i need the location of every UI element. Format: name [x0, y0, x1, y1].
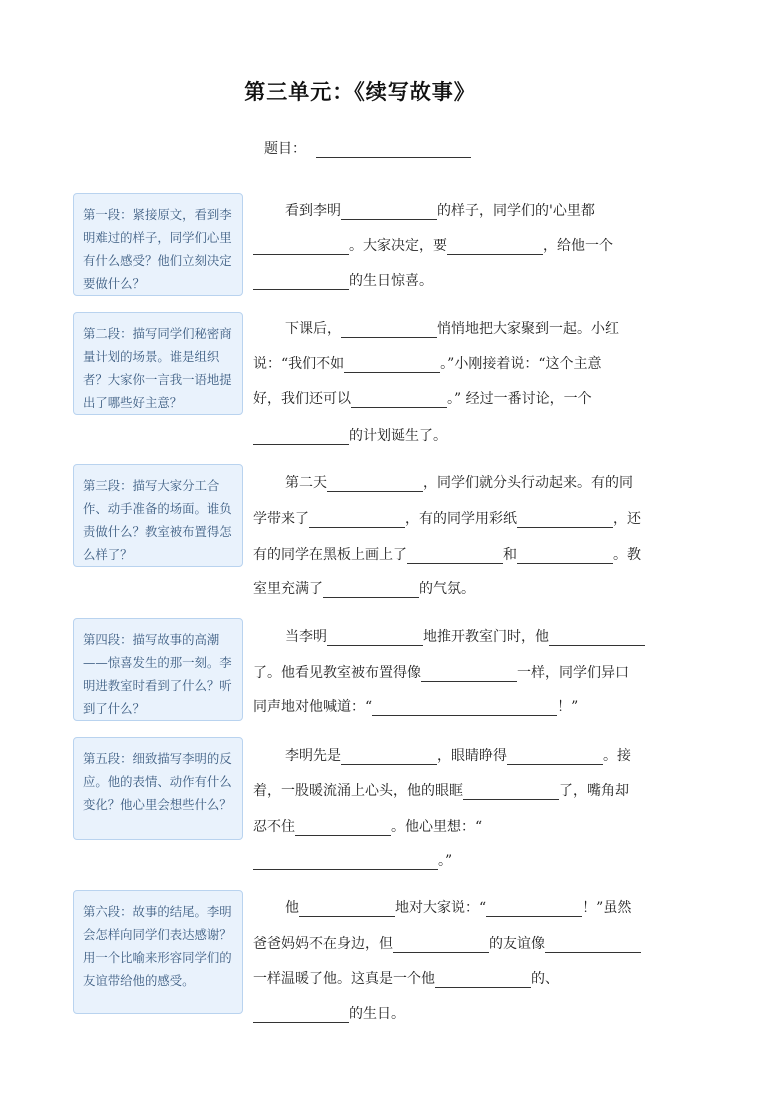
- prompt-box-5: 第五段：细致描写李明的反应。他的表情、动作有什么变化？他心里会想些什么？: [73, 737, 243, 840]
- text: 室里充满了: [253, 581, 323, 597]
- text: 一样温暖了他。这真是一个他: [253, 971, 435, 987]
- text: 一样，同学们异口: [517, 665, 629, 681]
- text: ，眼睛睁得: [437, 748, 507, 764]
- fill-blank[interactable]: [507, 747, 603, 765]
- text: 的气氛。: [419, 581, 475, 597]
- fill-blank[interactable]: [344, 355, 440, 373]
- fill-blank[interactable]: [545, 935, 641, 953]
- text: 下课后，: [285, 321, 341, 337]
- fill-blank[interactable]: [447, 237, 543, 255]
- fill-blank[interactable]: [463, 782, 559, 800]
- fill-blank[interactable]: [486, 899, 582, 917]
- fill-blank[interactable]: [407, 546, 503, 564]
- text: 地对大家说：“: [395, 900, 487, 916]
- fill-blank[interactable]: [253, 852, 438, 870]
- prompt-box-2: 第二段：描写同学们秘密商量计划的场景。谁是组织者？大家你一言我一语地提出了哪些好主意？: [73, 312, 243, 415]
- text: 。”小刚接着说：“这个主意: [440, 356, 602, 372]
- text: 李明先是: [285, 748, 341, 764]
- fill-blank[interactable]: [549, 628, 645, 646]
- text: ！”: [557, 699, 579, 715]
- text: ，同学们就分头行动起来。有的同: [423, 475, 633, 491]
- fill-blank[interactable]: [372, 698, 557, 716]
- text: 。”: [438, 853, 453, 869]
- prompt-box-6: 第六段：故事的结尾。李明会怎样向同学们表达感谢？用一个比喻来形容同学们的友谊带给他的感受。: [73, 890, 243, 1014]
- fill-blank[interactable]: [351, 390, 447, 408]
- prompt-box-4: 第四段：描写故事的高潮——惊喜发生的那一刻。李明进教室时看到了什么？听到了什么？: [73, 618, 243, 721]
- text: 地推开教室门时，他: [423, 629, 549, 645]
- fill-blank[interactable]: [517, 546, 613, 564]
- text: 的计划诞生了。: [349, 428, 447, 444]
- fill-blank[interactable]: [253, 427, 349, 445]
- text: 和: [503, 547, 517, 563]
- fill-blank[interactable]: [421, 664, 517, 682]
- prompt-box-3: 第三段：描写大家分工合作、动手准备的场面。谁负责做什么？教室被布置得怎么样了？: [73, 464, 243, 567]
- text: 了，嘴角却: [559, 783, 629, 799]
- text: ，还: [613, 511, 641, 527]
- text: 。” 经过一番讨论，一个: [447, 391, 592, 407]
- text: 第二天: [285, 475, 327, 491]
- fill-blank[interactable]: [517, 510, 613, 528]
- text: 说：“我们不如: [253, 356, 345, 372]
- fill-blank[interactable]: [253, 1005, 349, 1023]
- text: 好，我们还可以: [253, 391, 351, 407]
- fill-blank[interactable]: [295, 818, 391, 836]
- text: 着，一股暖流涌上心头，他的眼眶: [253, 783, 463, 799]
- text: 的生日惊喜。: [349, 273, 433, 289]
- fill-blank[interactable]: [309, 510, 405, 528]
- text: 。教: [613, 547, 641, 563]
- topic-label: 题目：: [264, 141, 306, 157]
- page-title: 第三单元：《续写故事》: [244, 79, 476, 104]
- text: 忍不住: [253, 819, 295, 835]
- text: 同声地对他喊道：“: [253, 699, 373, 715]
- fill-blank[interactable]: [393, 935, 489, 953]
- fill-blank[interactable]: [253, 237, 349, 255]
- fill-blank[interactable]: [323, 580, 419, 598]
- fill-blank[interactable]: [341, 747, 437, 765]
- text: ，给他一个: [543, 238, 613, 254]
- prompt-box-1: 第一段：紧接原文，看到李明难过的样子，同学们心里有什么感受？他们立刻决定要做什么？: [73, 193, 243, 296]
- text: 了。他看见教室被布置得像: [253, 665, 421, 681]
- fill-blank[interactable]: [299, 899, 395, 917]
- text: 的生日。: [349, 1006, 405, 1022]
- text: 有的同学在黑板上画上了: [253, 547, 407, 563]
- text: 他: [285, 900, 299, 916]
- fill-blank[interactable]: [435, 970, 531, 988]
- text: 的友谊像: [489, 936, 545, 952]
- text: 。大家决定，要: [349, 238, 447, 254]
- topic-blank[interactable]: [316, 139, 471, 158]
- text: 悄悄地把大家聚到一起。小红: [437, 321, 619, 337]
- fill-blank[interactable]: [327, 474, 423, 492]
- text: ，有的同学用彩纸: [405, 511, 517, 527]
- text: 爸爸妈妈不在身边，但: [253, 936, 393, 952]
- fill-blank[interactable]: [341, 320, 437, 338]
- text: 的样子，同学们的'心里都: [437, 203, 595, 219]
- fill-blank[interactable]: [341, 202, 437, 220]
- text: 。接: [603, 748, 631, 764]
- text: 看到李明: [285, 203, 341, 219]
- topic-row: [264, 138, 471, 158]
- fill-blank[interactable]: [327, 628, 423, 646]
- text: 。他心里想：“: [391, 819, 483, 835]
- text: 当李明: [285, 629, 327, 645]
- text: 的、: [531, 971, 559, 987]
- text: ！”虽然: [582, 900, 632, 916]
- text: 学带来了: [253, 511, 309, 527]
- fill-blank[interactable]: [253, 272, 349, 290]
